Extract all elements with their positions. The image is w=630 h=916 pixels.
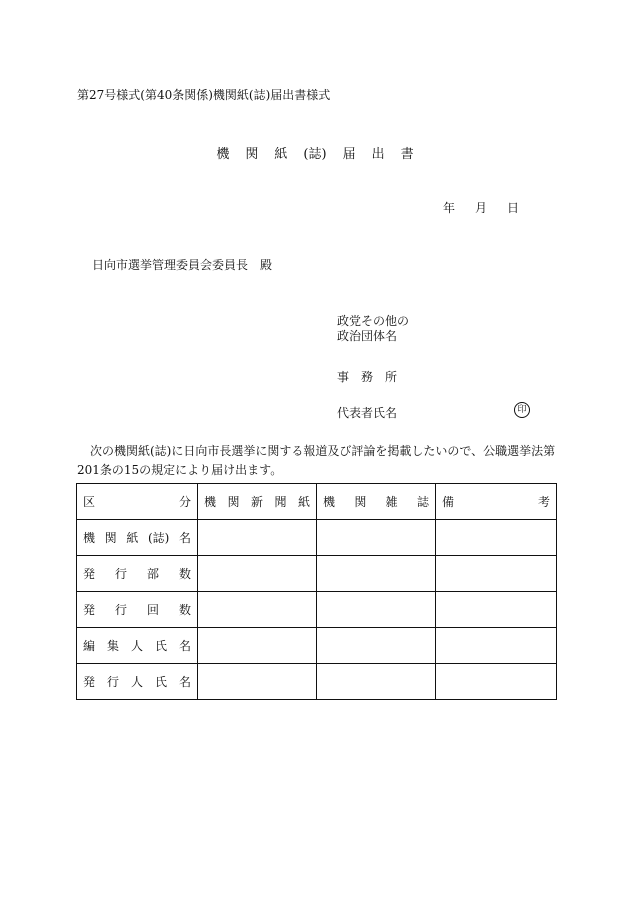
header-category: 区 分 (77, 484, 198, 520)
header-magazine: 機 関 雑 誌 (317, 484, 436, 520)
title-char: 出 (371, 147, 385, 162)
addressee: 日向市選挙管理委員会委員長 殿 (92, 258, 273, 272)
table-row (77, 520, 557, 556)
title-char: 機 (216, 147, 230, 162)
date-day: 日 (507, 201, 520, 215)
title-char: 書 (400, 147, 414, 162)
remarks-cell[interactable] (436, 664, 557, 700)
table-header-row (77, 484, 557, 520)
newspaper-cell[interactable] (198, 556, 317, 592)
table-row (77, 592, 557, 628)
newspaper-cell[interactable] (198, 520, 317, 556)
header-remarks: 備 考 (436, 484, 557, 520)
remarks-cell[interactable] (436, 592, 557, 628)
org-name-label-line2: 政治団体名 (337, 329, 398, 343)
magazine-cell[interactable] (317, 556, 436, 592)
row-label-publisher: 発 行 人 氏 名 (77, 664, 198, 700)
document-title (0, 143, 630, 162)
body-paragraph: 次の機関紙(誌)に日向市長選挙に関する報道及び評論を掲載したいので、公職選挙法第201条の15の規定により届け出ます。 (77, 444, 556, 477)
table-row (77, 664, 557, 700)
row-label-circulation: 発 行 部 数 (77, 556, 198, 592)
remarks-cell[interactable] (436, 520, 557, 556)
registration-table (76, 483, 557, 700)
title-char: 関 (245, 147, 259, 162)
table-row (77, 556, 557, 592)
row-label-frequency: 発 行 回 数 (77, 592, 198, 628)
row-label-name: 機 関 紙 (誌) 名 (77, 520, 198, 556)
representative-label: 代表者氏名 (337, 406, 398, 420)
newspaper-cell[interactable] (198, 664, 317, 700)
remarks-cell[interactable] (436, 556, 557, 592)
office-char: 事 (337, 370, 350, 384)
seal-mark: 印 (514, 402, 530, 418)
org-name-label-line1: 政党その他の (337, 314, 410, 328)
magazine-cell[interactable] (317, 592, 436, 628)
newspaper-cell[interactable] (198, 628, 317, 664)
table-row (77, 628, 557, 664)
title-char: (誌) (303, 147, 327, 162)
header-newspaper: 機 関 新 聞 紙 (198, 484, 317, 520)
newspaper-cell[interactable] (198, 592, 317, 628)
date-line (443, 199, 519, 216)
form-identifier: 第27号様式(第40条関係)機関紙(誌)届出書様式 (77, 88, 331, 102)
title-char: 紙 (274, 147, 288, 162)
magazine-cell[interactable] (317, 520, 436, 556)
date-month: 月 (475, 201, 488, 215)
magazine-cell[interactable] (317, 628, 436, 664)
office-char: 務 (361, 370, 374, 384)
title-char: 届 (342, 147, 356, 162)
office-char: 所 (385, 370, 398, 384)
date-year: 年 (443, 201, 456, 215)
row-label-editor: 編 集 人 氏 名 (77, 628, 198, 664)
office-label (337, 368, 409, 385)
remarks-cell[interactable] (436, 628, 557, 664)
magazine-cell[interactable] (317, 664, 436, 700)
